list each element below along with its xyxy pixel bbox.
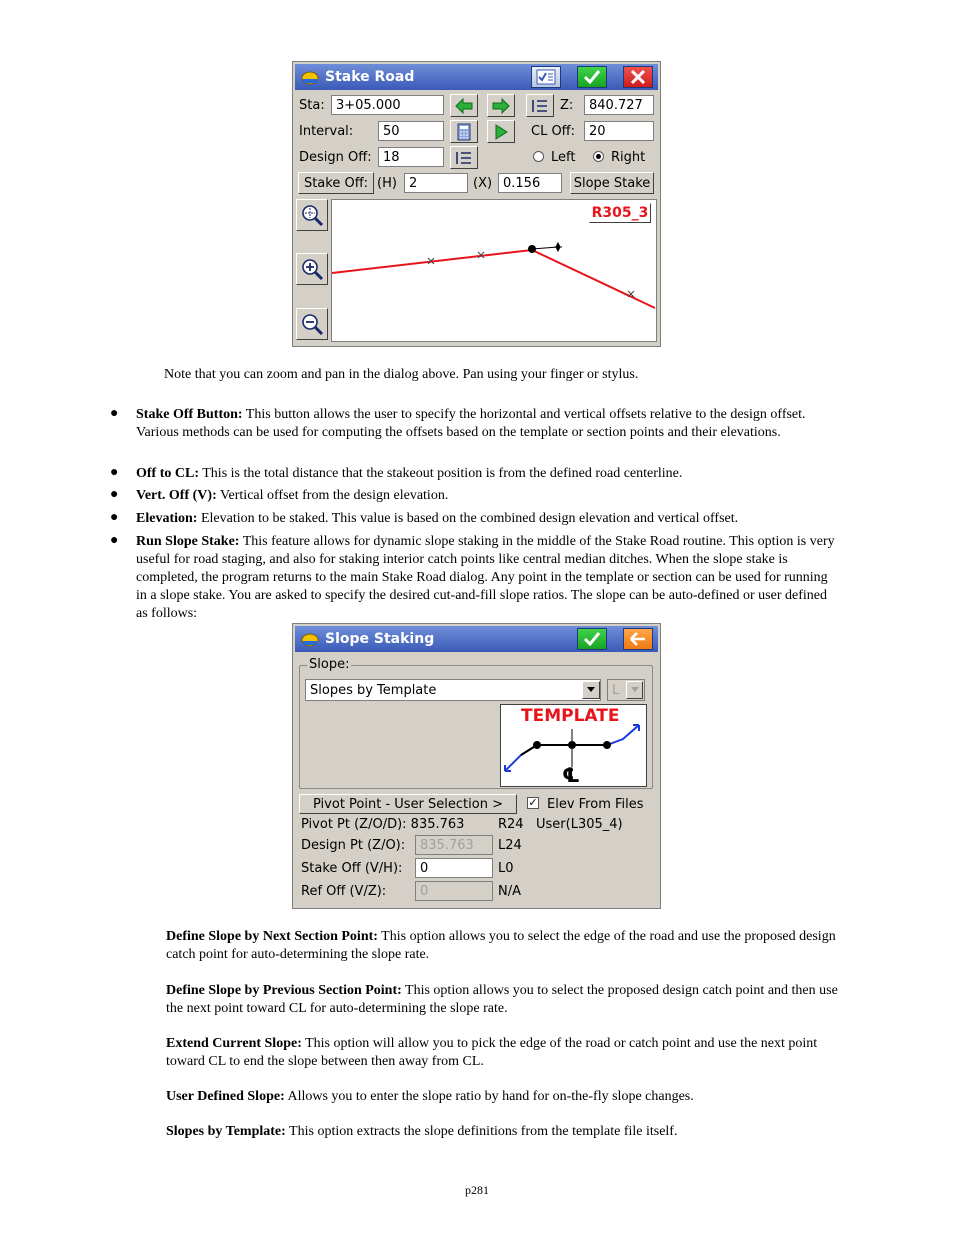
bullet-term: Stake Off Button: [136, 407, 243, 422]
calculator-button[interactable] [450, 120, 478, 143]
definition-text: This option will allow you to pick the edge of the road or catch point and use the next point toward CL to end the slope between then away from CL. [166, 1036, 818, 1069]
stake-target-mark [554, 243, 562, 251]
h-label: (H) [377, 176, 397, 191]
zoom-in-icon [300, 257, 324, 281]
stake-off-input[interactable]: 0 [415, 858, 493, 878]
plot-label: R305_3 [589, 203, 651, 223]
design-off-list-button[interactable] [450, 146, 478, 169]
bullet-dot: ● [110, 465, 119, 480]
definition-slopes-by-template [166, 1123, 856, 1141]
centerline-symbol: ℄ [562, 763, 580, 787]
right-radio[interactable] [593, 151, 604, 162]
definition-term: Define Slope by Previous Section Point: [166, 983, 402, 998]
slope-staking-dialog [292, 623, 661, 909]
cancel-button[interactable] [623, 66, 653, 88]
bullet-elevation [136, 510, 836, 528]
bullet-text: Vertical offset from the design elevation. [216, 488, 449, 503]
definition-text: Allows you to enter the slope ratio by hand for on-the-fly slope changes. [284, 1089, 694, 1104]
profile-line [332, 250, 655, 308]
play-button[interactable] [487, 120, 515, 143]
design-pt-input[interactable]: 835.763 [415, 835, 493, 855]
elev-from-files-checkbox[interactable]: ✓ [528, 796, 538, 809]
sta-label: Sta: [299, 98, 325, 113]
elev-from-files-label: Elev From Files [547, 797, 644, 812]
definition-user-defined-slope [166, 1088, 856, 1106]
interval-input[interactable]: 50 [378, 121, 444, 141]
bullet-dot: ● [110, 487, 119, 502]
definition-term: User Defined Slope: [166, 1089, 285, 1104]
arrow-back-icon [629, 631, 647, 647]
stake-road-dialog [292, 61, 661, 347]
check-icon [583, 69, 601, 85]
app-helmet-icon [300, 629, 320, 649]
ok-button[interactable] [577, 628, 607, 650]
stake-road-titlebar [295, 64, 658, 90]
ok-button[interactable] [577, 66, 607, 88]
h-input[interactable]: 2 [404, 173, 468, 193]
slope-method-select[interactable]: Slopes by Template [305, 679, 601, 701]
slope-staking-titlebar [295, 626, 658, 652]
definition-extend-current-slope [166, 1035, 856, 1071]
pivot-code: R24 [498, 817, 524, 832]
sta-input[interactable]: 3+05.000 [331, 95, 444, 115]
ref-off-label: Ref Off (V/Z): [301, 884, 387, 899]
list-check-icon [536, 69, 556, 85]
page-number: p281 [465, 1183, 489, 1197]
side-select-dropdown-button[interactable] [626, 681, 643, 699]
definition-term: Define Slope by Next Section Point: [166, 929, 378, 944]
bullet-text: This feature allows for dynamic slope staking in the middle of the Stake Road routine. This option is very useful for road staging, and also for staking interior catch points like central median ditches. When the slope stake is completed, the program returns to the main Stake Road dialog. Any point in the template or section can be used for running in a slope stake. You are asked to specify the desired cut-and-fill slope ratios. The slope can be auto-defined or user defined as follows: [136, 534, 835, 621]
side-select[interactable]: L [607, 679, 645, 701]
bullet-text: Elevation to be staked. This value is based on the combined design elevation and vertical offset. [197, 511, 739, 526]
zoom-out-icon [300, 312, 324, 336]
bullet-dot: ● [110, 510, 119, 525]
stake-off-label: Stake Off (V/H): [301, 861, 403, 876]
design-code: L24 [498, 838, 522, 853]
arrow-left-icon [455, 98, 473, 114]
pivot-point-button[interactable]: Pivot Point - User Selection > [299, 794, 517, 814]
cl-off-label: CL Off: [531, 124, 576, 139]
cl-off-input[interactable]: 20 [584, 121, 654, 141]
design-pt-label: Design Pt (Z/O): [301, 838, 406, 853]
close-icon [630, 69, 646, 85]
definition-term: Extend Current Slope: [166, 1036, 302, 1051]
chevron-down-icon [587, 687, 595, 693]
x-input[interactable]: 0.156 [498, 173, 562, 193]
zoom-in-button[interactable] [296, 253, 328, 285]
interval-label: Interval: [299, 124, 354, 139]
z-list-button[interactable] [526, 94, 554, 117]
design-off-input[interactable]: 18 [378, 147, 444, 167]
bullet-term: Elevation: [136, 511, 198, 526]
template-label: TEMPLATE [521, 706, 620, 726]
numbered-list-icon [531, 98, 549, 114]
pivot-user: User(L305_4) [536, 817, 623, 832]
pivot-pt-label: Pivot Pt (Z/O/D): 835.763 [301, 817, 465, 832]
design-off-label: Design Off: [299, 150, 372, 165]
bullet-text: This button allows the user to specify the horizontal and vertical offsets relative to the design offset. Various methods can be used for computing the offsets based on the template or section points and their elevations. [136, 407, 806, 440]
template-preview [500, 704, 647, 787]
left-radio[interactable] [533, 151, 544, 162]
bullet-term: Off to CL: [136, 466, 199, 481]
slope-stake-button[interactable]: Slope Stake [570, 172, 654, 194]
bullet-term: Run Slope Stake: [136, 534, 240, 549]
bullet-text: This is the total distance that the stakeout position is from the defined road centerline. [199, 466, 683, 481]
calculator-list-button[interactable] [531, 66, 561, 88]
check-icon [583, 631, 601, 647]
slope-group-label: Slope: [309, 657, 350, 672]
zoom-extents-button[interactable] [296, 199, 328, 231]
stake-code: L0 [498, 861, 514, 876]
back-button[interactable] [623, 628, 653, 650]
definition-text: This option allows you to select the proposed design catch point and then use the next point toward CL for auto-determining the slope rate. [166, 983, 838, 1016]
slope-staking-title: Slope Staking [325, 631, 435, 647]
calculator-icon [457, 123, 471, 141]
bullet-stake-off [136, 406, 836, 442]
chevron-down-icon [631, 687, 639, 693]
x-label: (X) [473, 176, 493, 191]
bullet-run-slope-stake [136, 533, 836, 623]
zoom-extents-icon [300, 203, 324, 227]
bullet-dot: ● [110, 406, 119, 421]
road-plot-canvas[interactable] [331, 199, 657, 342]
bullet-term: Vert. Off (V): [136, 488, 217, 503]
ref-code: N/A [498, 884, 521, 899]
right-label: Right [611, 150, 646, 165]
bullet-off-to-cl [136, 465, 836, 483]
z-input[interactable]: 840.727 [584, 95, 654, 115]
ref-off-input[interactable]: 0 [415, 881, 493, 901]
definition-text: This option extracts the slope definitions from the template file itself. [285, 1124, 678, 1139]
app-helmet-icon [300, 67, 320, 87]
definition-previous-section-point [166, 982, 856, 1018]
play-icon [494, 124, 508, 140]
bullet-vert-off [136, 487, 836, 505]
definition-text: This option allows you to select the edge of the road and use the proposed design catch point for auto-determining the slope rate. [166, 929, 836, 962]
z-label: Z: [560, 98, 574, 113]
numbered-list-icon [455, 150, 473, 166]
zoom-out-button[interactable] [296, 308, 328, 340]
definition-term: Slopes by Template: [166, 1124, 286, 1139]
stake-road-title: Stake Road [325, 69, 415, 85]
prev-station-button[interactable] [450, 94, 478, 117]
bullet-dot: ● [110, 533, 119, 548]
zoom-pan-caption: Note that you can zoom and pan in the dialog above. Pan using your finger or stylus. [164, 367, 639, 382]
stake-off-button[interactable]: Stake Off: [298, 172, 374, 194]
slope-select-dropdown-button[interactable] [582, 681, 600, 699]
arrow-right-icon [492, 98, 510, 114]
left-label: Left [551, 150, 576, 165]
next-station-button[interactable] [487, 94, 515, 117]
definition-next-section-point [166, 928, 856, 964]
